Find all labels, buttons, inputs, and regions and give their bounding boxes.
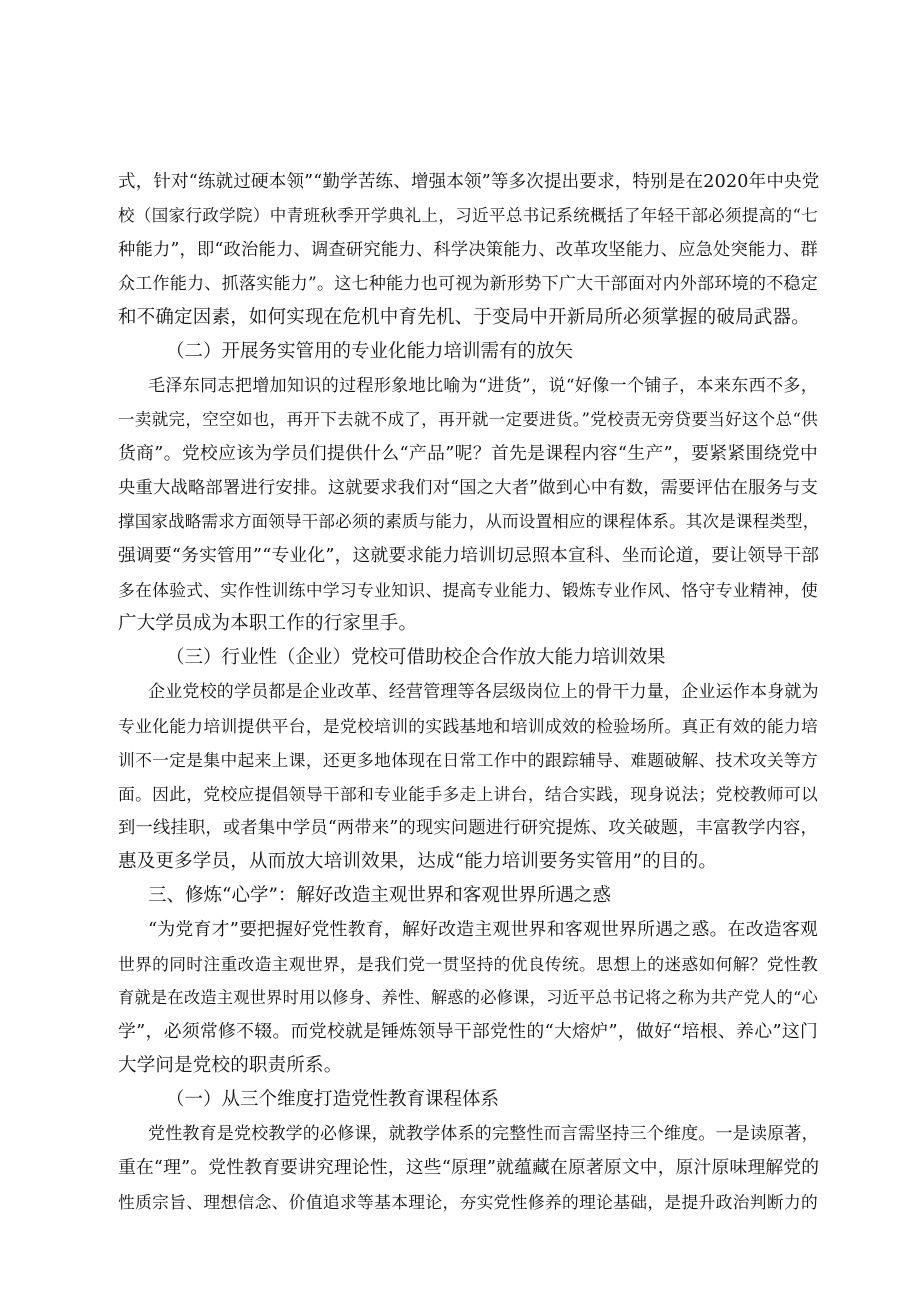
paragraph-line: 多在体验式、实作性训练中学习专业知识、提高专业能力、锻炼专业作风、恪守专业精神，使 xyxy=(118,580,818,600)
paragraph-line: 企业党校的学员都是企业改革、经营管理等各层级岗位上的骨干力量，企业运作本身就为 xyxy=(148,682,819,702)
paragraph-line: 央重大战略部署进行安排。这就要求我们对“国之大者”做到心中有数，需要评估在服务与支 xyxy=(118,478,818,498)
paragraph-line: 校（国家行政学院）中青班秋季开学典礼上，习近平总书记系统概括了年轻干部必须提高的“七 xyxy=(118,206,818,225)
paragraph-line: 式，针对“练就过硬本领”“勤学苦练、增强本领”等多次提出要求，特别是在2020年中央党 xyxy=(118,172,820,192)
paragraph-line: 世界的同时注重改造主观世界，是我们党一贯坚持的优良传统。思想上的迷惑如何解？党性教 xyxy=(118,954,818,974)
paragraph-line: 训不一定是集中起来上课，还更多地体现在日常工作中的跟踪辅导、难题破解、技术攻关等方 xyxy=(118,750,818,770)
paragraph-line: 面。因此，党校应提倡领导干部和专业能手多走上讲台，结合实践，现身说法；党校教师可以 xyxy=(118,784,818,804)
paragraph-line: 重在“理”。党性教育要讲究理论性，这些“原理”就蕴藏在原著原文中，原汁原味理解党的 xyxy=(118,1158,820,1178)
paragraph-line: 到一线挂职，或者集中学员“两带来”的现实问题进行研究提炼、攻关破题，丰富教学内容， xyxy=(118,818,818,838)
paragraph-line: 众工作能力、抓落实能力”。这七种能力也可视为新形势下广大干部面对内外部环境的不稳定 xyxy=(118,274,818,294)
paragraph-line: 学”，必须常修不辍。而党校就是锤炼领导干部党性的“大熔炉”，做好“培根、养心”这门 xyxy=(118,1022,818,1042)
paragraph-line: 广大学员成为本职工作的行家里手。 xyxy=(118,613,418,634)
paragraph-line: “为党育才”要把握好党性教育，解好改造主观世界和客观世界所遇之惑。在改造客观 xyxy=(148,920,818,940)
paragraph-line: 强调要“务实管用”“专业化”，这就要求能力培训切忌照本宣科、坐而论道，要让领导干部 xyxy=(118,546,820,566)
paragraph-line: 惠及更多学员，从而放大培训效果，达成“能力培训要务实管用”的目的。 xyxy=(118,851,718,872)
section-heading: （三）行业性（企业）党校可借助校企合作放大能力培训效果 xyxy=(166,647,666,668)
paragraph-line: 专业化能力培训提供平台，是党校培训的实践基地和培训成效的检验场所。真正有效的能力培 xyxy=(118,716,818,736)
paragraph-line: 货商”。党校应该为学员们提供什么“产品”呢？首先是课程内容“生产”，要紧紧围绕党中 xyxy=(118,444,818,464)
section-heading: （一）从三个维度打造党性教育课程体系 xyxy=(166,1089,500,1110)
paragraph-line: 一卖就完，空空如也，再开下去就不成了，再开就一定要进货。”党校责无旁贷要当好这个总“供 xyxy=(118,410,818,429)
paragraph-line: 和不确定因素，如何实现在危机中育先机、于变局中开新局所必须掌握的破局武器。 xyxy=(118,307,810,328)
section-heading: （二）开展务实管用的专业化能力培训需有的放矢 xyxy=(166,341,574,362)
paragraph-line: 种能力”，即“政治能力、调查研究能力、科学决策能力、改革攻坚能力、应急处突能力、群 xyxy=(118,240,818,260)
paragraph-line: 党性教育是党校教学的必修课，就教学体系的完整性而言需坚持三个维度。一是读原著， xyxy=(148,1124,819,1144)
chapter-heading: 三、修炼“心学”：解好改造主观世界和客观世界所遇之惑 xyxy=(148,885,611,906)
paragraph-line: 毛泽东同志把增加知识的过程形象地比喻为“进货”，说“好像一个铺子，本来东西不多， xyxy=(148,376,818,396)
paragraph-line: 撑国家战略需求方面领导干部必须的素质与能力，从而设置相应的课程体系。其次是课程类型， xyxy=(118,512,820,531)
paragraph-line: 育就是在改造主观世界时用以修身、养性、解惑的必修课，习近平总书记将之称为共产党人的“心 xyxy=(118,988,818,1007)
paragraph-line: 大学问是党校的职责所系。 xyxy=(118,1055,343,1076)
paragraph-line: 性质宗旨、理想信念、价值追求等基本理论，夯实党性修养的理论基础，是提升政治判断力的 xyxy=(118,1192,818,1212)
